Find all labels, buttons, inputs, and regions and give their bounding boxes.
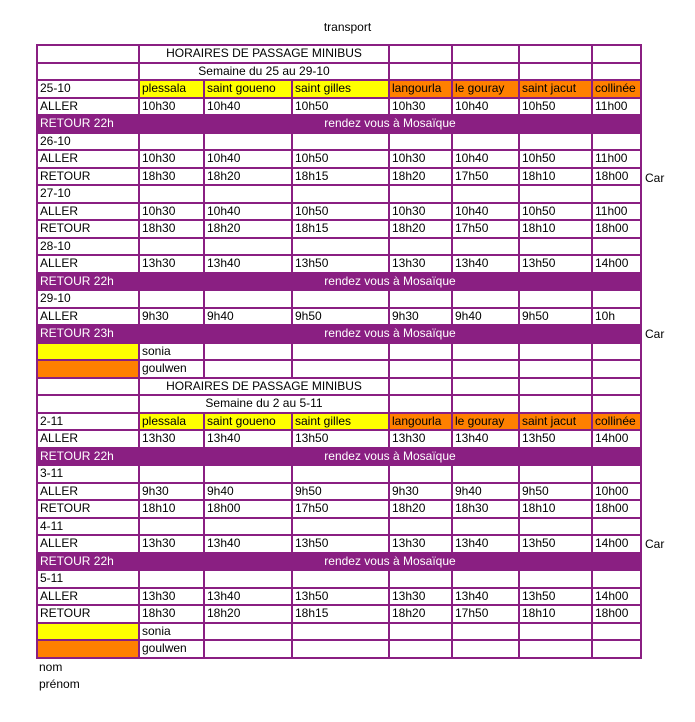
empty-cell xyxy=(139,570,204,588)
return-label: RETOUR 22h xyxy=(37,553,139,571)
empty-cell xyxy=(519,63,592,81)
time-cell: 9h50 xyxy=(519,308,592,326)
stop-name: langourla xyxy=(389,413,452,431)
empty-cell xyxy=(592,343,641,361)
time-cell: 13h30 xyxy=(389,255,452,273)
empty-cell xyxy=(37,395,139,413)
time-cell: 18h20 xyxy=(204,605,292,623)
empty-cell xyxy=(519,570,592,588)
empty-cell xyxy=(139,185,204,203)
date-label: 25-10 xyxy=(37,80,139,98)
time-cell: 18h20 xyxy=(389,500,452,518)
empty-cell xyxy=(389,640,452,658)
time-cell: 13h40 xyxy=(204,255,292,273)
time-cell: 13h40 xyxy=(452,430,519,448)
time-row xyxy=(37,588,641,606)
legend-name: goulwen xyxy=(139,360,204,378)
empty-cell xyxy=(204,290,292,308)
direction-label: ALLER xyxy=(37,588,139,606)
legend-swatch-orange xyxy=(37,640,139,658)
empty-cell xyxy=(452,185,519,203)
empty-cell xyxy=(592,185,641,203)
date-label: 28-10 xyxy=(37,238,139,256)
time-row xyxy=(37,308,641,326)
empty-cell xyxy=(37,45,139,63)
meeting-note: rendez vous à Mosaïque xyxy=(139,448,641,466)
empty-cell xyxy=(139,518,204,536)
time-cell: 17h50 xyxy=(452,220,519,238)
meeting-note: rendez vous à Mosaïque xyxy=(139,273,641,291)
time-row xyxy=(37,203,641,221)
time-cell: 11h00 xyxy=(592,203,641,221)
empty-cell xyxy=(139,238,204,256)
empty-cell xyxy=(592,518,641,536)
meeting-note: rendez vous à Mosaïque xyxy=(139,115,641,133)
time-cell: 13h40 xyxy=(452,588,519,606)
time-cell: 13h40 xyxy=(204,588,292,606)
time-cell: 18h15 xyxy=(292,220,389,238)
empty-cell xyxy=(452,465,519,483)
empty-cell xyxy=(204,570,292,588)
time-cell: 13h30 xyxy=(139,255,204,273)
empty-cell xyxy=(592,623,641,641)
time-cell: 9h40 xyxy=(452,308,519,326)
time-cell: 10h30 xyxy=(389,98,452,116)
return-band-row xyxy=(37,273,641,291)
legend-name: sonia xyxy=(139,343,204,361)
time-cell: 13h50 xyxy=(292,255,389,273)
direction-label: ALLER xyxy=(37,203,139,221)
date-row xyxy=(37,133,641,151)
time-cell: 10h xyxy=(592,308,641,326)
time-cell: 10h30 xyxy=(389,150,452,168)
time-cell: 11h00 xyxy=(592,98,641,116)
time-cell: 18h10 xyxy=(519,168,592,186)
direction-label: ALLER xyxy=(37,308,139,326)
return-label: RETOUR 22h xyxy=(37,115,139,133)
time-cell: 10h50 xyxy=(292,98,389,116)
time-cell: 18h30 xyxy=(452,500,519,518)
return-band-row xyxy=(37,325,641,343)
time-cell: 10h40 xyxy=(204,150,292,168)
time-row xyxy=(37,535,641,553)
empty-cell xyxy=(592,465,641,483)
return-label: RETOUR 22h xyxy=(37,448,139,466)
stop-name: collinée xyxy=(592,80,641,98)
date-label: 4-11 xyxy=(37,518,139,536)
time-cell: 10h50 xyxy=(519,98,592,116)
empty-cell xyxy=(452,45,519,63)
return-label: RETOUR 23h xyxy=(37,325,139,343)
return-band-row xyxy=(37,115,641,133)
empty-cell xyxy=(389,465,452,483)
empty-cell xyxy=(204,640,292,658)
stop-name: plessala xyxy=(139,413,204,431)
direction-label: ALLER xyxy=(37,483,139,501)
stop-name: le gouray xyxy=(452,80,519,98)
stop-name: collinée xyxy=(592,413,641,431)
empty-cell xyxy=(292,570,389,588)
time-cell: 9h50 xyxy=(292,308,389,326)
empty-cell xyxy=(389,570,452,588)
empty-cell xyxy=(519,378,592,396)
time-cell: 18h10 xyxy=(519,220,592,238)
empty-cell xyxy=(452,518,519,536)
empty-cell xyxy=(519,343,592,361)
time-cell: 10h30 xyxy=(139,203,204,221)
empty-cell xyxy=(204,185,292,203)
empty-cell xyxy=(452,343,519,361)
schedule-heading-text: HORAIRES DE PASSAGE MINIBUS xyxy=(139,45,389,63)
meeting-note: rendez vous à Mosaïque xyxy=(139,553,641,571)
time-cell: 10h50 xyxy=(519,150,592,168)
legend-swatch-orange xyxy=(37,360,139,378)
time-cell: 13h30 xyxy=(389,430,452,448)
time-cell: 14h00 xyxy=(592,430,641,448)
time-cell: 13h50 xyxy=(519,535,592,553)
empty-cell xyxy=(452,378,519,396)
empty-cell xyxy=(292,290,389,308)
time-cell: 9h30 xyxy=(139,483,204,501)
time-cell: 13h30 xyxy=(389,535,452,553)
date-row xyxy=(37,290,641,308)
empty-cell xyxy=(519,238,592,256)
week-subheading-text: Semaine du 25 au 29-10 xyxy=(139,63,389,81)
time-cell: 18h10 xyxy=(519,605,592,623)
return-band-row xyxy=(37,448,641,466)
legend-name: goulwen xyxy=(139,640,204,658)
time-cell: 13h50 xyxy=(519,430,592,448)
time-cell: 13h40 xyxy=(452,255,519,273)
time-cell: 14h00 xyxy=(592,588,641,606)
direction-label: RETOUR xyxy=(37,605,139,623)
empty-cell xyxy=(389,238,452,256)
direction-label: ALLER xyxy=(37,255,139,273)
empty-cell xyxy=(139,133,204,151)
legend-row xyxy=(37,623,641,641)
empty-cell xyxy=(292,133,389,151)
legend-row xyxy=(37,360,641,378)
time-row xyxy=(37,150,641,168)
time-cell: 13h40 xyxy=(204,535,292,553)
empty-cell xyxy=(519,45,592,63)
empty-cell xyxy=(204,518,292,536)
schedule-heading-text: HORAIRES DE PASSAGE MINIBUS xyxy=(139,378,389,396)
time-row xyxy=(37,430,641,448)
stop-name: saint goueno xyxy=(204,413,292,431)
empty-cell xyxy=(389,395,452,413)
time-cell: 9h30 xyxy=(139,308,204,326)
empty-cell xyxy=(292,465,389,483)
time-cell: 9h40 xyxy=(204,308,292,326)
empty-cell xyxy=(389,133,452,151)
empty-cell xyxy=(452,570,519,588)
empty-cell xyxy=(452,238,519,256)
direction-label: ALLER xyxy=(37,98,139,116)
direction-label: ALLER xyxy=(37,430,139,448)
direction-label: RETOUR xyxy=(37,220,139,238)
time-cell: 13h50 xyxy=(292,430,389,448)
time-cell: 17h50 xyxy=(452,168,519,186)
empty-cell xyxy=(452,640,519,658)
week-subheading-text: Semaine du 2 au 5-11 xyxy=(139,395,389,413)
time-cell: 18h15 xyxy=(292,605,389,623)
empty-cell xyxy=(204,465,292,483)
empty-cell xyxy=(292,343,389,361)
side-note-car: Car xyxy=(645,537,665,551)
empty-cell xyxy=(592,45,641,63)
empty-cell xyxy=(592,360,641,378)
time-cell: 10h40 xyxy=(204,98,292,116)
empty-cell xyxy=(37,63,139,81)
time-cell: 13h50 xyxy=(519,255,592,273)
empty-cell xyxy=(519,395,592,413)
empty-cell xyxy=(389,360,452,378)
time-cell: 9h50 xyxy=(292,483,389,501)
empty-cell xyxy=(139,290,204,308)
time-cell: 18h00 xyxy=(592,605,641,623)
empty-cell xyxy=(592,290,641,308)
meeting-note: rendez vous à Mosaïque xyxy=(139,325,641,343)
time-cell: 10h30 xyxy=(389,203,452,221)
legend-swatch-yellow xyxy=(37,623,139,641)
week-subheading xyxy=(37,63,641,81)
empty-cell xyxy=(389,290,452,308)
empty-cell xyxy=(592,640,641,658)
time-cell: 18h20 xyxy=(389,605,452,623)
time-cell: 18h30 xyxy=(139,605,204,623)
legend-row xyxy=(37,343,641,361)
time-cell: 10h40 xyxy=(452,98,519,116)
time-row xyxy=(37,500,641,518)
empty-cell xyxy=(389,45,452,63)
date-row xyxy=(37,465,641,483)
time-cell: 18h20 xyxy=(389,220,452,238)
stop-name: saint gilles xyxy=(292,413,389,431)
footer-prenom: prénom xyxy=(39,677,80,691)
time-cell: 13h30 xyxy=(139,588,204,606)
time-cell: 10h50 xyxy=(292,203,389,221)
empty-cell xyxy=(592,133,641,151)
empty-cell xyxy=(204,360,292,378)
empty-cell xyxy=(452,395,519,413)
date-row xyxy=(37,518,641,536)
time-cell: 18h00 xyxy=(592,500,641,518)
legend-name: sonia xyxy=(139,623,204,641)
schedule-heading xyxy=(37,378,641,396)
empty-cell xyxy=(292,623,389,641)
time-cell: 18h00 xyxy=(592,220,641,238)
date-label: 29-10 xyxy=(37,290,139,308)
time-cell: 13h50 xyxy=(292,535,389,553)
date-label: 5-11 xyxy=(37,570,139,588)
time-cell: 18h30 xyxy=(139,220,204,238)
time-cell: 9h30 xyxy=(389,483,452,501)
stops-row xyxy=(37,80,641,98)
legend-swatch-yellow xyxy=(37,343,139,361)
return-band-row xyxy=(37,553,641,571)
direction-label: RETOUR xyxy=(37,168,139,186)
empty-cell xyxy=(519,640,592,658)
time-row xyxy=(37,483,641,501)
empty-cell xyxy=(519,465,592,483)
stop-name: saint gilles xyxy=(292,80,389,98)
schedule-heading xyxy=(37,45,641,63)
stop-name: langourla xyxy=(389,80,452,98)
empty-cell xyxy=(389,518,452,536)
time-cell: 18h00 xyxy=(204,500,292,518)
time-cell: 18h00 xyxy=(592,168,641,186)
empty-cell xyxy=(292,185,389,203)
time-row xyxy=(37,255,641,273)
time-row xyxy=(37,168,641,186)
date-row xyxy=(37,185,641,203)
time-cell: 13h30 xyxy=(139,535,204,553)
empty-cell xyxy=(519,518,592,536)
date-label: 3-11 xyxy=(37,465,139,483)
time-cell: 10h50 xyxy=(519,203,592,221)
empty-cell xyxy=(519,623,592,641)
time-cell: 10h50 xyxy=(292,150,389,168)
time-cell: 9h40 xyxy=(204,483,292,501)
return-label: RETOUR 22h xyxy=(37,273,139,291)
time-row xyxy=(37,220,641,238)
time-cell: 18h20 xyxy=(389,168,452,186)
empty-cell xyxy=(139,465,204,483)
empty-cell xyxy=(292,360,389,378)
empty-cell xyxy=(292,640,389,658)
side-note-car: Car xyxy=(645,327,665,341)
time-cell: 13h30 xyxy=(389,588,452,606)
date-label: 2-11 xyxy=(37,413,139,431)
empty-cell xyxy=(292,238,389,256)
time-cell: 11h00 xyxy=(592,150,641,168)
legend-row xyxy=(37,640,641,658)
stop-name: saint jacut xyxy=(519,80,592,98)
time-cell: 18h10 xyxy=(139,500,204,518)
time-cell: 18h30 xyxy=(139,168,204,186)
time-cell: 10h40 xyxy=(204,203,292,221)
direction-label: RETOUR xyxy=(37,500,139,518)
time-cell: 10h30 xyxy=(139,150,204,168)
time-cell: 13h40 xyxy=(204,430,292,448)
empty-cell xyxy=(389,623,452,641)
empty-cell xyxy=(389,343,452,361)
empty-cell xyxy=(452,290,519,308)
side-note-car: Car xyxy=(645,171,665,185)
time-row xyxy=(37,605,641,623)
empty-cell xyxy=(519,360,592,378)
empty-cell xyxy=(452,623,519,641)
empty-cell xyxy=(592,63,641,81)
direction-label: ALLER xyxy=(37,535,139,553)
empty-cell xyxy=(204,238,292,256)
direction-label: ALLER xyxy=(37,150,139,168)
document-title: transport xyxy=(323,20,372,34)
empty-cell xyxy=(292,518,389,536)
empty-cell xyxy=(592,238,641,256)
empty-cell xyxy=(389,63,452,81)
stop-name: le gouray xyxy=(452,413,519,431)
empty-cell xyxy=(592,378,641,396)
time-cell: 14h00 xyxy=(592,255,641,273)
time-cell: 10h40 xyxy=(452,150,519,168)
empty-cell xyxy=(519,290,592,308)
date-label: 27-10 xyxy=(37,185,139,203)
time-cell: 13h40 xyxy=(452,535,519,553)
time-cell: 18h15 xyxy=(292,168,389,186)
time-cell: 13h30 xyxy=(139,430,204,448)
empty-cell xyxy=(592,395,641,413)
time-cell: 9h30 xyxy=(389,308,452,326)
time-cell: 18h20 xyxy=(204,168,292,186)
time-cell: 13h50 xyxy=(292,588,389,606)
time-row xyxy=(37,98,641,116)
time-cell: 18h20 xyxy=(204,220,292,238)
empty-cell xyxy=(204,133,292,151)
empty-cell xyxy=(204,623,292,641)
stops-row xyxy=(37,413,641,431)
date-label: 26-10 xyxy=(37,133,139,151)
empty-cell xyxy=(389,378,452,396)
empty-cell xyxy=(519,185,592,203)
empty-cell xyxy=(389,185,452,203)
empty-cell xyxy=(452,133,519,151)
empty-cell xyxy=(519,133,592,151)
empty-cell xyxy=(592,570,641,588)
time-cell: 14h00 xyxy=(592,535,641,553)
time-cell: 18h10 xyxy=(519,500,592,518)
time-cell: 17h50 xyxy=(452,605,519,623)
time-cell: 10h00 xyxy=(592,483,641,501)
stop-name: plessala xyxy=(139,80,204,98)
stop-name: saint jacut xyxy=(519,413,592,431)
minibus-schedule-table xyxy=(36,44,642,659)
time-cell: 13h50 xyxy=(519,588,592,606)
empty-cell xyxy=(204,343,292,361)
empty-cell xyxy=(452,360,519,378)
week-subheading xyxy=(37,395,641,413)
stop-name: saint goueno xyxy=(204,80,292,98)
time-cell: 10h40 xyxy=(452,203,519,221)
empty-cell xyxy=(452,63,519,81)
date-row xyxy=(37,238,641,256)
time-cell: 9h40 xyxy=(452,483,519,501)
footer-nom: nom xyxy=(39,660,63,674)
time-cell: 9h50 xyxy=(519,483,592,501)
time-cell: 10h30 xyxy=(139,98,204,116)
schedule-body xyxy=(37,45,641,658)
time-cell: 17h50 xyxy=(292,500,389,518)
empty-cell xyxy=(37,378,139,396)
date-row xyxy=(37,570,641,588)
